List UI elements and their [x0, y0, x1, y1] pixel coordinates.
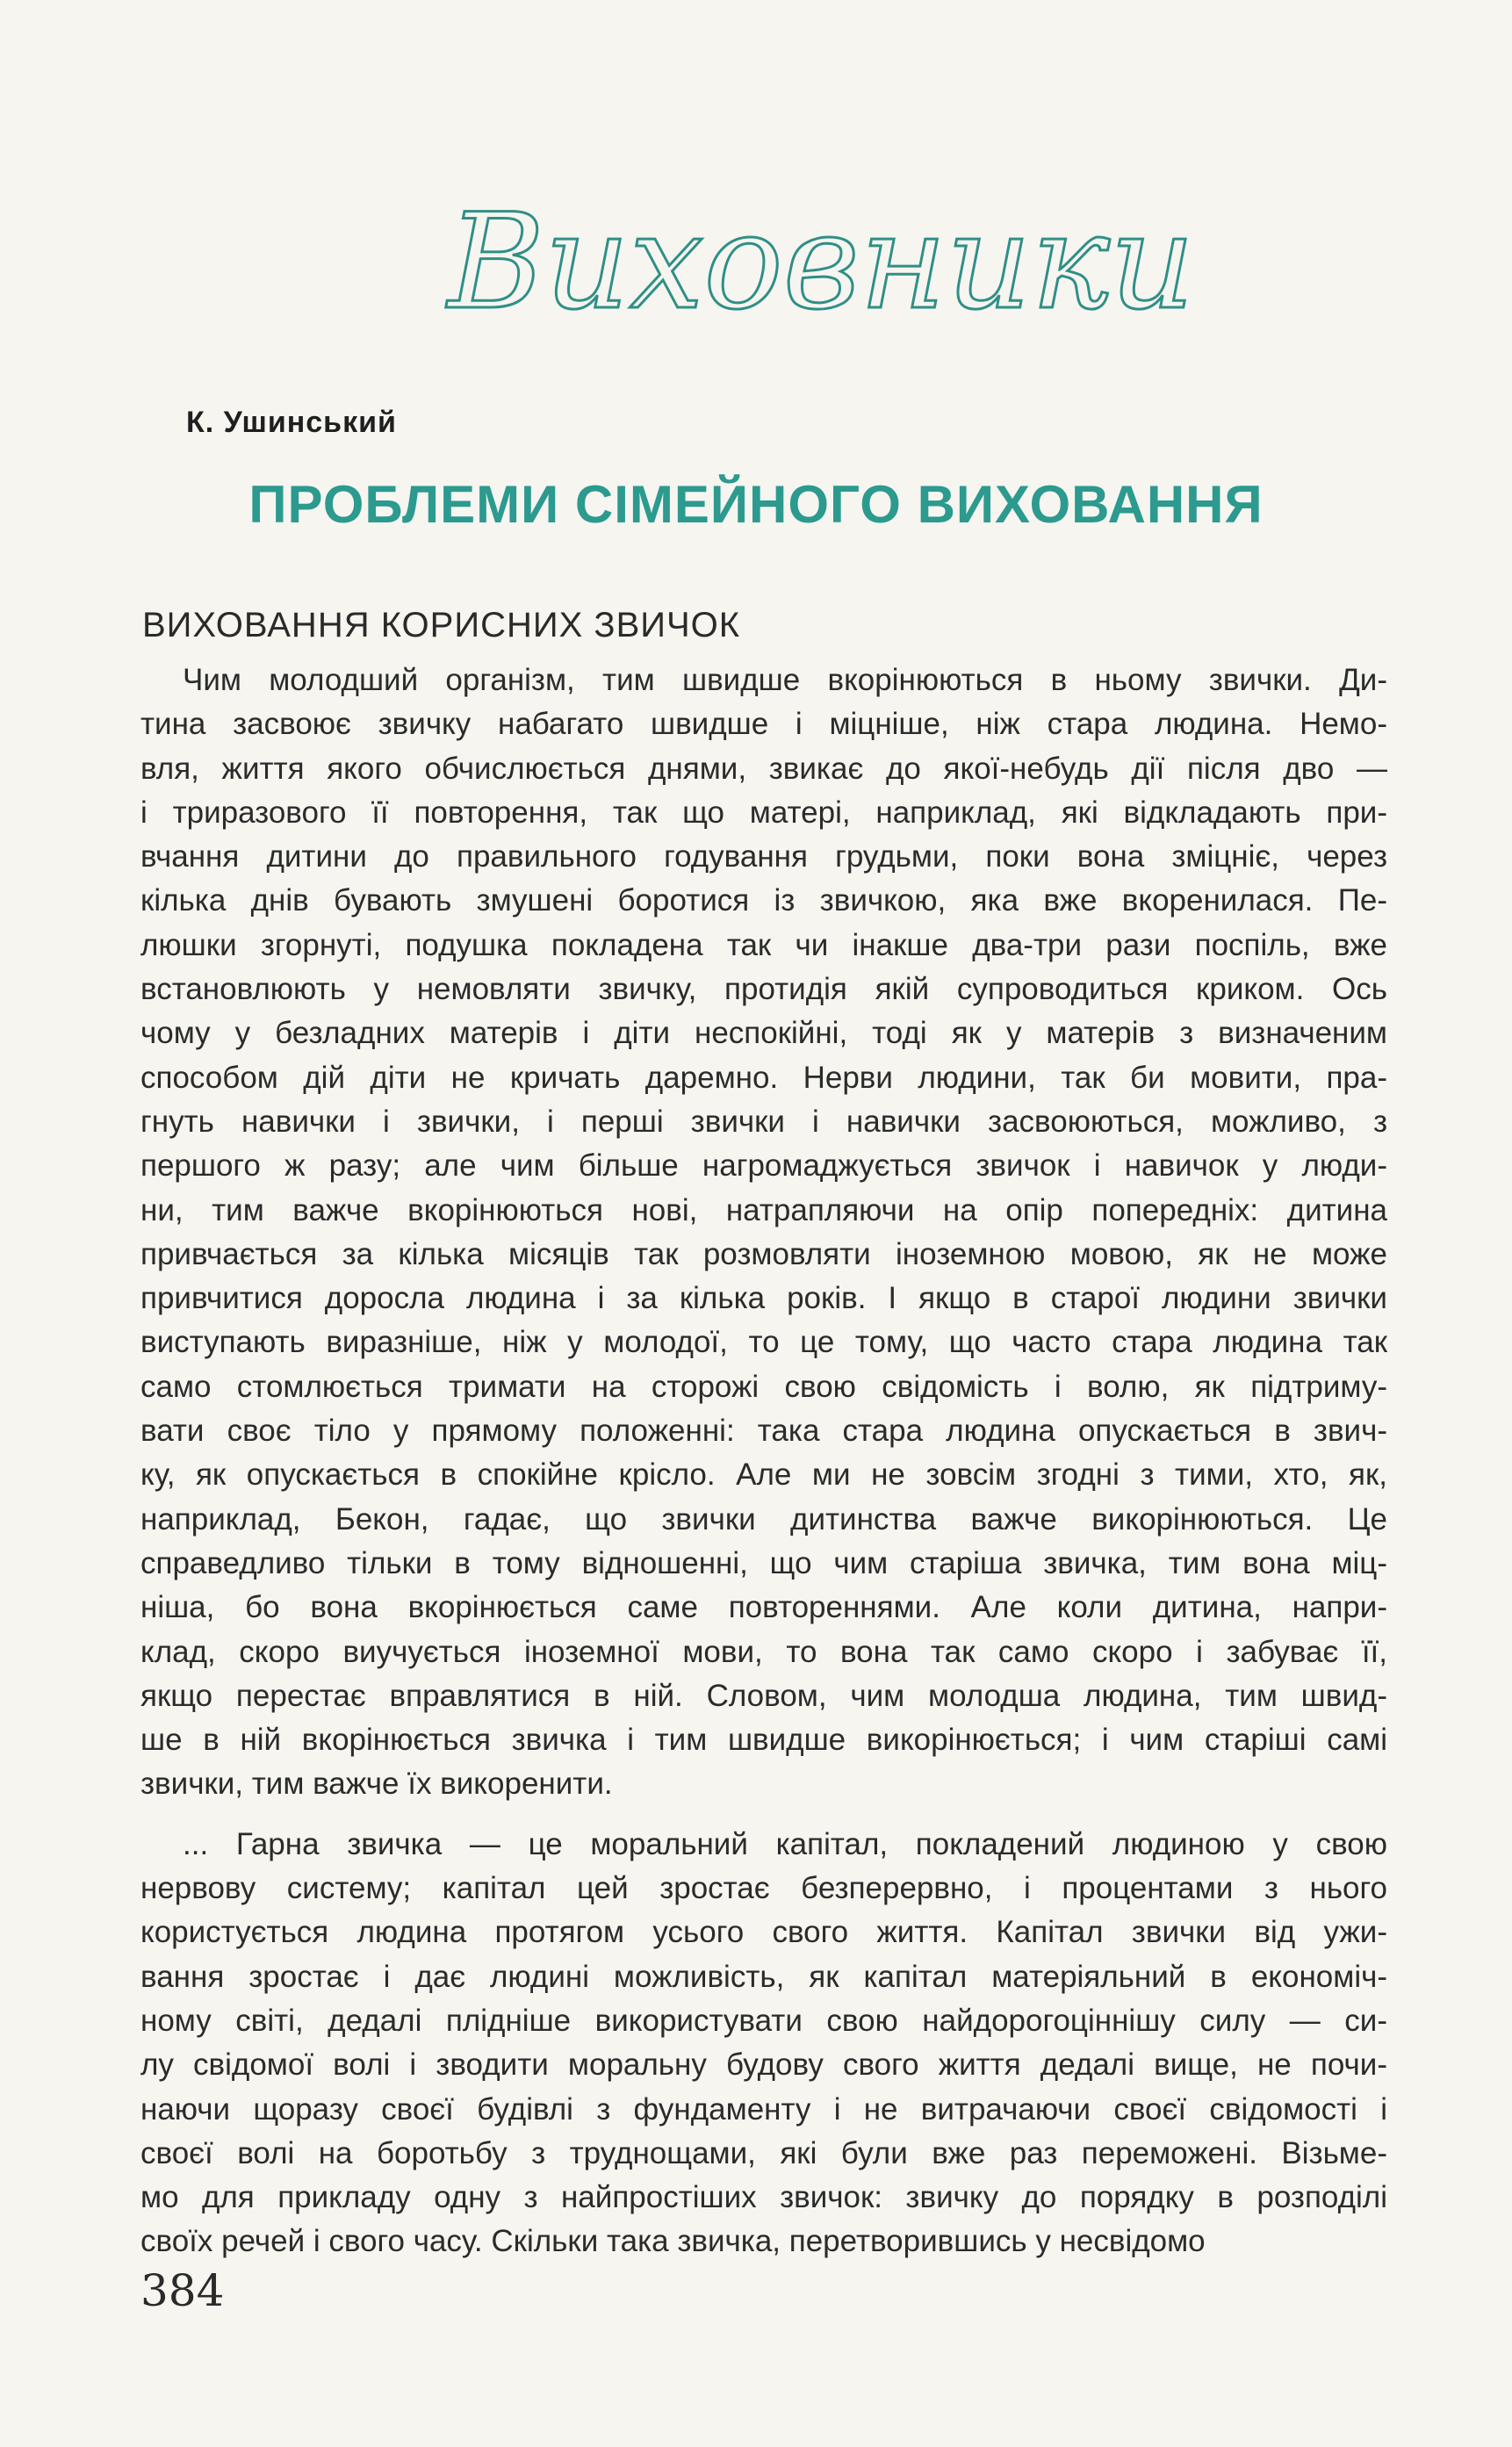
handwritten-section-title	[439, 132, 1195, 360]
text-line: ни, тим важче вкорінюються нові, натрапляючи на опір попередніх: дитина	[140, 1192, 1387, 1227]
text-line: вчання дитини до правильного годування грудьми, поки вона зміцніє, через	[140, 839, 1387, 874]
article-body	[140, 659, 1387, 2264]
paragraph-1	[140, 659, 1387, 1807]
text-line: справедливо тільки в тому відношенні, що чим старіша звичка, тим вона міц-	[140, 1545, 1387, 1580]
text-line: вля, життя якого обчислюється днями, звикає до якої-небудь дії після дво —	[140, 751, 1387, 786]
author-name: К. Ушинський	[186, 406, 397, 439]
text-line: гнуть навички і звички, і перші звички і навички засвоюються, можливо, з	[140, 1104, 1387, 1139]
text-line: ... Гарна звичка — це моральний капітал, покладений людиною у свою	[183, 1826, 1387, 1861]
text-line: своєї волі на боротьбу з труднощами, які були вже раз переможені. Візьме-	[140, 2135, 1387, 2170]
text-line: тина засвоює звичку набагато швидше і міцніше, ніж стара людина. Немо-	[140, 707, 1387, 742]
text-line: нервову систему; капітал цей зростає безперервно, і процентами з нього	[140, 1871, 1387, 1906]
text-line: кілька днів бувають змушені боротися із звичкою, яка вже вкоренилася. Пе-	[140, 883, 1387, 918]
script-title-text: Виховники	[448, 186, 1195, 339]
text-line: своїх речей і свого часу. Скільки така звичка, перетворившись у несвідомо	[140, 2224, 1206, 2259]
text-line: мо для прикладу одну з найпростіших звичок: звичку до порядку в розподілі	[140, 2180, 1387, 2215]
text-line: першого ж разу; але чим більше нагромаджується звичок і навичок у люди-	[140, 1148, 1387, 1184]
text-line: наючи щоразу своєї будівлі з фундаменту і не витрачаючи своєї свідомості і	[140, 2091, 1387, 2127]
text-line: люшки згорнуті, подушка покладена так чи інакше два-три рази поспіль, вже	[140, 927, 1387, 962]
text-line: і триразового її повторення, так що матері, наприклад, які відкладають при-	[140, 795, 1387, 830]
text-line: клад, скоро виучується іноземної мови, то вона так само скоро і забуває її,	[140, 1634, 1387, 1669]
text-line: само стомлюється тримати на сторожі свою свідомість і волю, як підтриму-	[140, 1369, 1387, 1404]
text-line: вання зростає і дає людині можливість, як капітал матеріяльний в економіч-	[140, 1959, 1387, 1994]
article-title: ПРОБЛЕМИ СІМЕЙНОГО ВИХОВАННЯ	[248, 475, 1264, 534]
page-number: 384	[140, 2265, 225, 2316]
text-line: способом дій діти не кричать даремно. Нерви людини, так би мовити, пра-	[140, 1060, 1387, 1095]
text-line: виступають виразніше, ніж у молодої, то це тому, що часто стара людина так	[140, 1325, 1387, 1360]
text-line: лу свідомої волі і зводити моральну будову свого життя дедалі вище, не почи-	[140, 2048, 1387, 2083]
text-line: ше в ній вкорінюється звичка і тим швидше викорінюється; і чим старіші самі	[140, 1723, 1387, 1758]
text-line: привчається за кілька місяців так розмовляти іноземною мовою, як не може	[140, 1236, 1387, 1271]
text-line: привчитися доросла людина і за кілька років. І якщо в старої людини звички	[140, 1281, 1387, 1316]
section-heading: ВИХОВАННЯ КОРИСНИХ ЗВИЧОК	[142, 606, 741, 644]
text-line: ному світі, дедалі плідніше використувати свою найдорогоціннішу силу — си-	[140, 2003, 1387, 2038]
text-line: якщо перестає вправлятися в ній. Словом, чим молодша людина, тим швид-	[140, 1678, 1387, 1713]
paragraph-2	[140, 1823, 1387, 2264]
text-line: вати своє тіло у прямому положенні: така стара людина опускається в звич-	[140, 1414, 1387, 1449]
text-line: ку, як опускається в спокійне крісло. Але ми не зовсім згодні з тими, хто, як,	[140, 1457, 1387, 1493]
text-line: встановлюють у немовляти звичку, протидія якій супроводиться криком. Ось	[140, 972, 1387, 1007]
text-line: звички, тим важче їх викоренити.	[140, 1767, 613, 1802]
text-line: користується людина протягом усього свого життя. Капітал звички від ужи-	[140, 1915, 1387, 1950]
text-line: Чим молодший організм, тим швидше вкорінюються в ньому звички. Ди-	[183, 663, 1387, 697]
text-line: ніша, бо вона вкорінюється саме повтореннями. Але коли дитина, напри-	[140, 1590, 1387, 1625]
text-line: чому у безладних матерів і діти неспокійні, тоді як у матерів з визначеним	[140, 1016, 1387, 1051]
text-line: наприклад, Бекон, гадає, що звички дитинства важче викорінюються. Це	[140, 1501, 1387, 1537]
